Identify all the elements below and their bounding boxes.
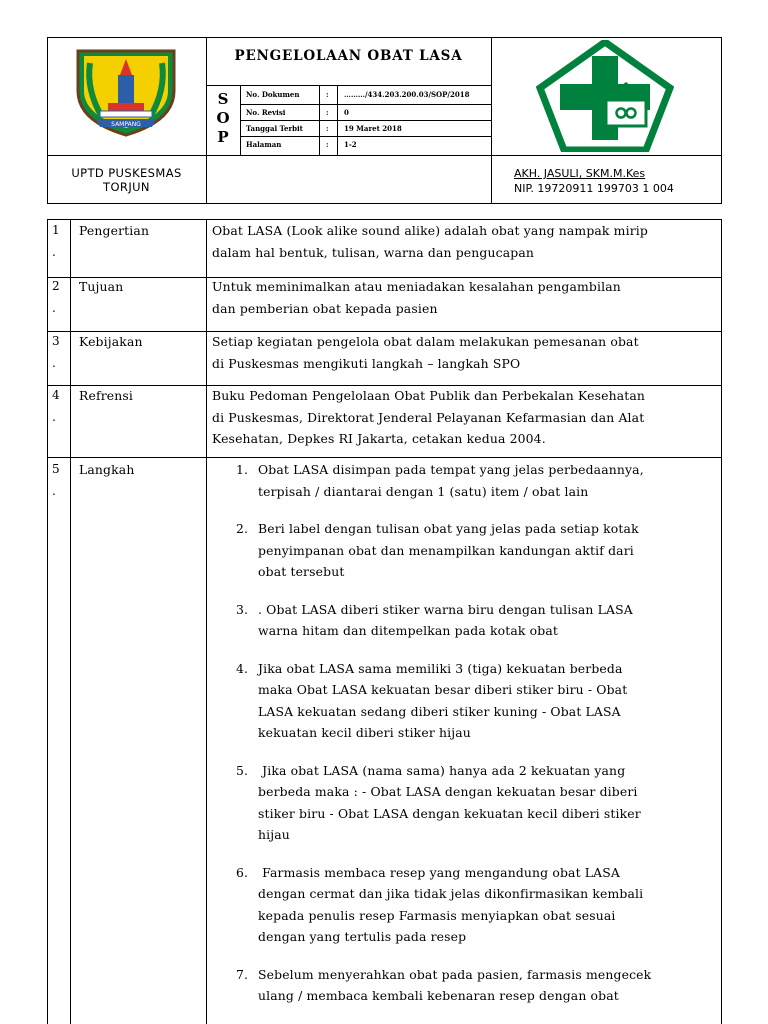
text-line: Kesehatan, Depkes RI Jakarta, cetakan kedua 2004.	[212, 431, 546, 446]
step-line: LASA kekuatan sedang diberi stiker kuning - Obat LASA	[258, 703, 621, 719]
step-line: Jika obat LASA (nama sama) hanya ada 2 kekuatan yang	[258, 762, 626, 778]
sop-letter-p: P	[217, 128, 229, 146]
section-4-dot: .	[52, 409, 56, 424]
meta-value-document-number: ………/434.203.200.03/SOP/2018	[344, 90, 470, 99]
crest-ribbon-text: SAMPANG	[111, 121, 141, 128]
section-3-label: Kebijakan	[79, 334, 143, 349]
sop-letter-o: O	[216, 109, 230, 127]
step-line: dengan yang tertulis pada resep	[258, 929, 467, 944]
sop-letters	[206, 90, 240, 147]
step-line: Beri label dengan tulisan obat yang jelas pada setiap kotak	[258, 521, 639, 536]
step-number: 6.	[236, 864, 249, 880]
section-4-number: 4	[52, 388, 60, 402]
step-line: kekuatan kecil diberi stiker hijau	[258, 725, 471, 740]
step-number: 2.	[236, 521, 249, 536]
text-line: dalam hal bentuk, tulisan, warna dan pengucapan	[212, 244, 534, 260]
step-line: berbeda maka : - Obat LASA dengan kekuatan besar diberi	[258, 784, 638, 799]
section-3-number: 3	[52, 334, 60, 348]
step-number: 7.	[236, 966, 249, 982]
section-5-label: Langkah	[79, 462, 135, 477]
meta-label-issue-date: Tanggal Terbit	[246, 124, 303, 133]
meta-sep: :	[326, 108, 329, 117]
text-line: Buku Pedoman Pengelolaan Obat Publik dan Perbekalan Kesehatan	[212, 388, 646, 403]
signer-name: AKH. JASULI, SKM.M.Kes	[514, 167, 646, 180]
puskesmas-cross-logo	[536, 40, 674, 152]
section-number	[52, 331, 60, 374]
step-item	[212, 658, 717, 744]
step-line: kepada penulis resep Farmasis menyiapkan obat sesuai	[258, 907, 616, 923]
step-line: obat tersebut	[258, 564, 345, 579]
meta-value-issue-date: 19 Maret 2018	[344, 124, 402, 133]
meta-value-page: 1-2	[344, 140, 357, 149]
regency-crest-logo	[70, 45, 182, 137]
text-line: Setiap kegiatan pengelola obat dalam melakukan pemesanan obat	[212, 334, 639, 349]
section-number	[52, 276, 60, 319]
meta-row-document-number	[246, 91, 299, 99]
section-number	[52, 459, 60, 502]
organization-name	[47, 166, 206, 194]
section-3-dot: .	[52, 355, 56, 370]
steps-list	[212, 459, 717, 1023]
section-4-label: Refrensi	[79, 388, 134, 403]
step-number: 3.	[236, 601, 249, 617]
meta-label: No. Dokumen	[246, 90, 300, 99]
section-2-label: Tujuan	[79, 279, 124, 294]
section-number	[52, 385, 60, 428]
step-item	[212, 862, 717, 948]
organization-line-1: UPTD PUSKESMAS	[71, 166, 182, 180]
section-5-number: 5	[52, 462, 60, 476]
step-item	[212, 964, 717, 1007]
step-line: dengan cermat dan jika tidak jelas dikonfirmasikan kembali	[258, 886, 644, 901]
step-line: Obat LASA disimpan pada tempat yang jelas perbedaannya,	[258, 462, 644, 477]
step-line: warna hitam dan ditempelkan pada kotak obat	[258, 623, 559, 638]
step-line: terpisah / diantarai dengan 1 (satu) item / obat lain	[258, 483, 589, 499]
step-line: Farmasis membaca resep yang mengandung obat LASA	[258, 864, 621, 880]
signer-nip: NIP. 19720911 199703 1 004	[514, 182, 674, 195]
text-line: Untuk meminimalkan atau meniadakan kesalahan pengambilan	[212, 279, 621, 294]
step-number: 4.	[236, 660, 249, 676]
section-2-number: 2	[52, 279, 60, 293]
meta-label-revision: No. Revisi	[246, 108, 286, 117]
step-item	[212, 518, 717, 583]
step-line: penyimpanan obat dan menampilkan kandungan aktif dari	[258, 542, 634, 558]
signer-block	[491, 166, 721, 196]
step-number: 1.	[236, 462, 249, 477]
section-3-text	[212, 331, 717, 374]
step-item	[212, 599, 717, 642]
section-number	[52, 220, 60, 263]
meta-sep: :	[326, 124, 329, 133]
meta-sep: :	[326, 140, 329, 149]
section-1-label: Pengertian	[79, 223, 150, 238]
step-line: stiker biru - Obat LASA dengan kekuatan kecil diberi stiker	[258, 805, 641, 821]
sop-letter-s: S	[217, 90, 229, 108]
step-line: Sebelum menyerahkan obat pada pasien, farmasis mengecek	[258, 966, 652, 982]
section-4-text	[212, 385, 717, 450]
section-1-text	[212, 220, 717, 263]
step-line: . Obat LASA diberi stiker warna biru dengan tulisan LASA	[258, 601, 633, 617]
meta-label-page: Halaman	[246, 140, 282, 149]
meta-value-revision: 0	[344, 108, 349, 117]
document-title: PENGELOLAAN OBAT LASA	[234, 48, 463, 64]
section-1-dot: .	[52, 244, 56, 259]
section-2-dot: .	[52, 300, 56, 315]
meta-sep: :	[326, 90, 329, 99]
text-line: dan pemberian obat kepada pasien	[212, 300, 438, 316]
text-line: di Puskesmas mengikuti langkah – langkah SPO	[212, 355, 521, 371]
section-5-dot: .	[52, 483, 56, 498]
section-1-number: 1	[52, 223, 60, 237]
step-line: Jika obat LASA sama memiliki 3 (tiga) kekuatan berbeda	[258, 660, 623, 676]
step-item	[212, 760, 717, 846]
step-line: maka Obat LASA kekuatan besar diberi stiker biru - Obat	[258, 682, 628, 697]
section-2-text	[212, 276, 717, 319]
text-line: Obat LASA (Look alike sound alike) adalah obat yang nampak mirip	[212, 223, 648, 238]
text-line: di Puskesmas, Direktorat Jenderal Pelayanan Kefarmasian dan Alat	[212, 409, 645, 425]
organization-line-2: TORJUN	[103, 180, 150, 194]
step-number: 5.	[236, 762, 249, 778]
step-line: ulang / membaca kembali kebenaran resep dengan obat	[258, 988, 619, 1003]
step-item	[212, 459, 717, 502]
step-line: hijau	[258, 827, 290, 842]
